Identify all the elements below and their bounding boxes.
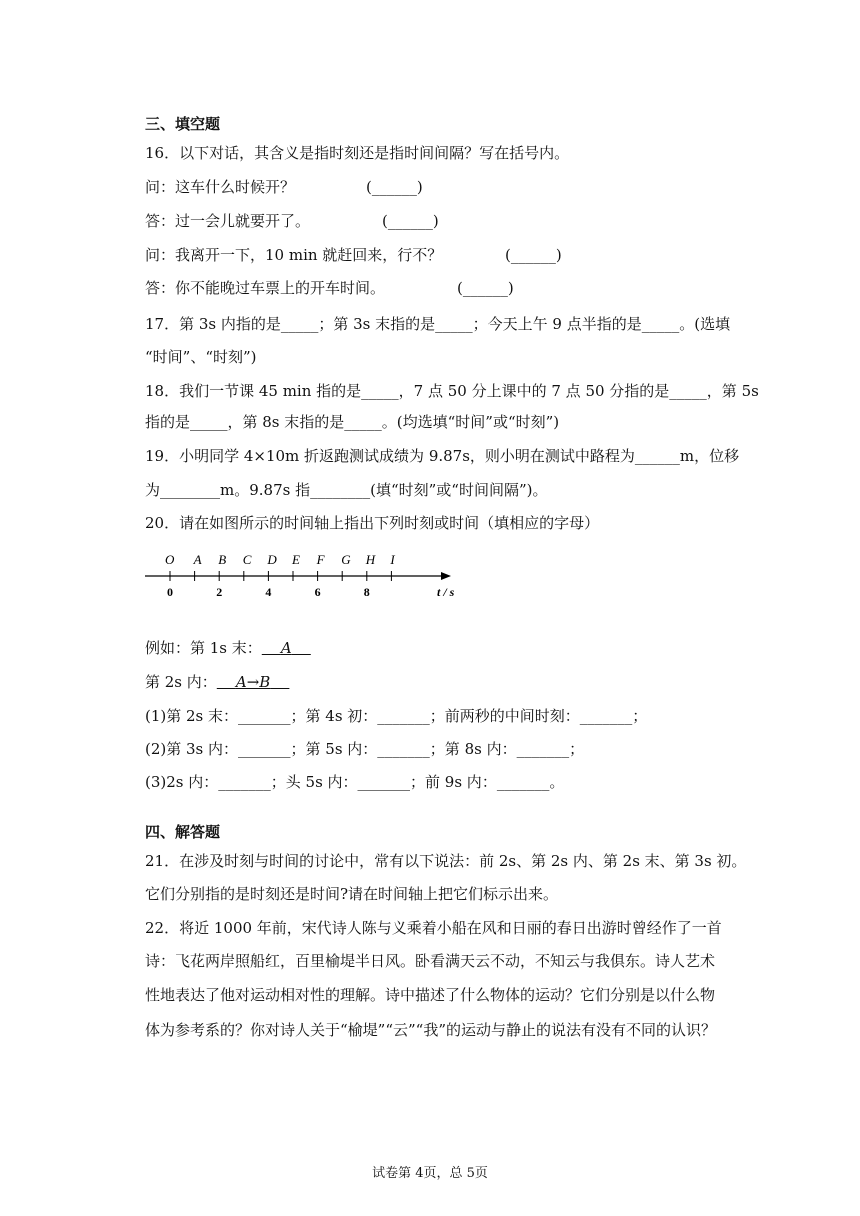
q22-line-4: 体为参考系的？你对诗人关于“榆堤”“云”“我”的运动与静止的说法有没有不同的认识？ xyxy=(145,1021,717,1039)
q16-line-1-blank: (______) xyxy=(366,178,423,196)
axis-number-label: 0 xyxy=(167,585,173,599)
q20-example-2-answer-text: A→B xyxy=(235,673,271,691)
q21-line-2: 它们分别指的是时刻还是时间?请在时间轴上把它们标示出来。 xyxy=(145,885,559,903)
axis-number-label: 2 xyxy=(216,585,223,599)
q20-example-2-prefix: 第 2s 内： xyxy=(145,673,217,691)
q20-example-2 xyxy=(145,672,289,692)
q20-example-1-answer xyxy=(262,639,311,657)
q16-line-3-text: 问：我离开一下，10 min 就赶回来，行不？ xyxy=(145,246,443,264)
axis-letter-label: B xyxy=(218,552,227,567)
q22-line-1: 22．将近 1000 年前，宋代诗人陈与义乘着小船在风和日丽的春日出游时曾经作了一首 xyxy=(145,919,722,937)
q16-line-2-blank: (______) xyxy=(382,212,439,230)
axis-letter-label: E xyxy=(292,552,300,567)
q16-line-2-text: 答：过一会儿就要开了。 xyxy=(145,212,311,230)
q16-dialog-line-1 xyxy=(145,177,295,197)
q20-stem: 20．请在如图所示的时间轴上指出下列时刻或时间（填相应的字母） xyxy=(145,514,600,532)
q18-line-1: 18．我们一节课 45 min 指的是_____，7 点 50 分上课中的 7 点 50 分指的是_____，第 5s xyxy=(145,382,759,400)
q20-example-1-prefix: 例如：第 1s 末： xyxy=(145,639,262,657)
q17-line-2: “时间”、“时刻”) xyxy=(145,348,257,366)
q16-stem: 16．以下对话，其含义是指时刻还是指时间间隔？写在括号内。 xyxy=(145,144,570,162)
axis-letter-label: D xyxy=(267,552,277,567)
q21-line-1: 21．在涉及时刻与时间的讨论中，常有以下说法：前 2s、第 2s 内、第 2s 末、第 3s 初。 xyxy=(145,852,747,870)
axis-number-label: 6 xyxy=(314,585,321,599)
axis-letter-label: I xyxy=(390,552,395,567)
axis-letter-label: F xyxy=(316,552,325,567)
q16-line-4-text: 答：你不能晚过车票上的开车时间。 xyxy=(145,279,386,297)
axis-letter-label: C xyxy=(242,552,252,567)
axis-letter-label: H xyxy=(365,552,376,567)
q22-line-2: 诗：飞花两岸照船红，百里榆堤半日风。卧看满天云不动，不知云与我俱东。诗人艺术 xyxy=(145,952,716,970)
q16-line-4-blank: (______) xyxy=(457,279,514,297)
time-axis-arrow xyxy=(441,572,451,580)
q20-example-2-answer xyxy=(217,673,290,691)
q17-line-1: 17．第 3s 内指的是_____；第 3s 末指的是_____；今天上午 9 点半指的是_____。(选填 xyxy=(145,315,731,333)
q19-line-2: 为________m。9.87s 指________(填“时刻”或“时间间隔”)。 xyxy=(145,481,548,499)
q18-line-2: 指的是_____，第 8s 末指的是_____。(均选填“时间”或“时刻”) xyxy=(145,413,560,431)
q19-line-1: 19．小明同学 4×10m 折返跑测试成绩为 9.87s，则小明在测试中路程为______m，位移 xyxy=(145,447,740,465)
page-footer: 试卷第 4页，总 5页 xyxy=(372,1166,488,1181)
axis-number-label: 4 xyxy=(265,585,272,599)
section-heading-answer: 四、解答题 xyxy=(145,823,221,841)
q22-line-3: 性地表达了他对运动相对性的理解。诗中描述了什么物体的运动？它们分别是以什么物 xyxy=(145,986,716,1004)
q20-part-1: (1)第 2s 末：_______；第 4s 初：_______；前两秒的中间时刻：_______； xyxy=(145,707,648,725)
time-axis-diagram xyxy=(145,548,465,608)
section-heading-fill-in: 三、填空题 xyxy=(145,115,221,133)
q20-example-1-answer-text: A xyxy=(280,639,292,657)
axis-letter-label: O xyxy=(165,552,175,567)
axis-letter-label: A xyxy=(193,552,202,567)
q20-part-3: (3)2s 内：_______；头 5s 内：_______；前 9s 内：_______。 xyxy=(145,773,565,791)
q16-line-3-blank: (______) xyxy=(505,246,562,264)
axis-letter-label: G xyxy=(341,552,351,567)
q20-example-1 xyxy=(145,638,311,658)
axis-unit-label: t / s xyxy=(437,585,455,599)
q16-line-1-text: 问：这车什么时候开？ xyxy=(145,178,296,196)
q20-part-2: (2)第 3s 内：_______；第 5s 内：_______；第 8s 内：_______； xyxy=(145,740,585,758)
axis-number-label: 8 xyxy=(363,585,370,599)
